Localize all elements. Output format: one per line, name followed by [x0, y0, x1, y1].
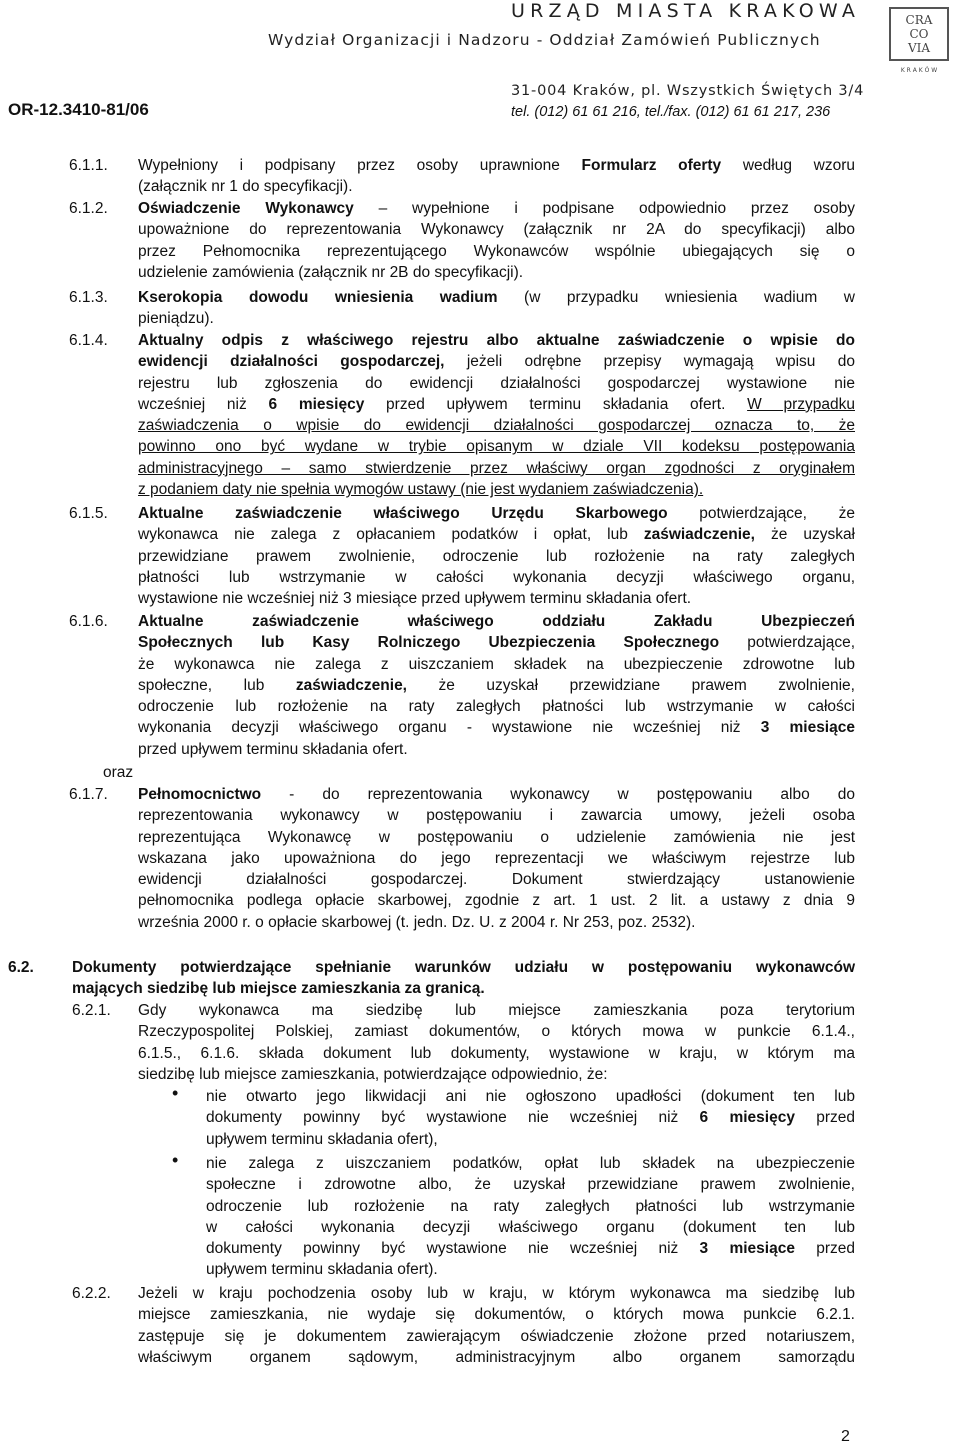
office-address: 31-004 Kraków, pl. Wszystkich Świętych 3/4	[511, 83, 865, 99]
item-text-6-1-3: Kserokopia dowodu wniesienia wadium (w przypadku wniesienia wadium w pieniądzu).	[138, 289, 855, 328]
item-text-6-2-1: Gdy wykonawca ma siedzibę lub miejsce zamieszkania poza terytorium Rzeczypospolitej Polskiej, zamiast dokumentów, o których mowa w punkcie 6.1.4., 6.1.5., 6.1.6. składa dokument lub dokumenty, wystawione w kraju, w którym ma siedzibę lub miejsce zamieszkania, potwierdzające odpowiednio, że:	[138, 1002, 855, 1083]
office-name: URZĄD MIASTA KRAKOWA	[511, 0, 861, 22]
bullet-icon: •	[172, 1083, 179, 1103]
item-number-6-1-1: 6.1.1.	[69, 157, 108, 174]
item-number-6-1-5: 6.1.5.	[69, 505, 108, 522]
bullet-icon: •	[172, 1150, 179, 1170]
logo-caption: K R A K Ó W	[900, 67, 938, 74]
section-title-6-2: Dokumenty potwierdzające spełnianie warunków udziału w postępowaniu wykonawców mających siedzibę lub miejsce zamieszkania za granicą.	[72, 959, 855, 998]
cracovia-logo	[888, 6, 950, 74]
item-number-6-1-6: 6.1.6.	[69, 613, 108, 630]
logo-line-3: VIA	[907, 41, 931, 55]
item-text-6-1-2: Oświadczenie Wykonawcy – wypełnione i podpisane odpowiednio przez osoby upoważnione do reprezentowania Wykonawcy (załącznik nr 2A do specyfikacji) albo przez Pełnomocnika reprezentującego Wykonawców wspólnie ubiegających się o udzielenie zamówienia (załącznik nr 2B do specyfikacji).	[138, 200, 855, 281]
item-text-6-1-1: Wypełniony i podpisany przez osoby uprawnione Formularz oferty według wzoru (załącznik nr 1 do specyfikacji).	[138, 157, 855, 196]
item-number-6-1-4: 6.1.4.	[69, 332, 108, 349]
item-number-6-1-7: 6.1.7.	[69, 786, 108, 803]
section-number-6-2: 6.2.	[8, 959, 34, 976]
item-number-6-2-1: 6.2.1.	[72, 1002, 111, 1019]
logo-line-1: CRA	[905, 13, 933, 27]
item-text-6-1-4: Aktualny odpis z właściwego rejestru albo aktualne zaświadczenie o wpisie do ewidencji działalności gospodarczej, jeżeli odrębne przepisy wymagają wpisu do rejestru lub zgłoszenia do ewidencji działalności gospodarczej wystawione nie wcześniej niż 6 miesięcy przed upływem terminu składania ofert. W przypadku zaświadczenia o wpisie do ewidencji działalności gospodarczej oznacza to, że powinno ono być wydane w trybie opisanym w dziale VII kodeksu postępowania administracyjnego – samo stwierdzenie przez właściwy organ zgodności z oryginałem z podaniem daty nie spełnia wymogów ustawy (nie jest wydaniem zaświadczenia).	[138, 332, 855, 499]
bullet-item-1: nie otwarto jego likwidacji ani nie ogłoszono upadłości (dokument ten lub dokumenty powinny być wystawione nie wcześniej niż 6 miesięcy przed upływem terminu składania ofert),	[206, 1088, 855, 1148]
logo-line-2: CO	[909, 27, 929, 41]
item-text-6-1-7: Pełnomocnictwo - do reprezentowania wykonawcy w postępowaniu albo do reprezentowania wykonawcy w postępowaniu i zawarcia umowy, jeżeli osoba reprezentująca Wykonawcę w postępowaniu o udzielenie zamówienia nie jest wskazana jako upoważniona do jego reprezentacji we właściwym rejestrze lub ewidencji działalności gospodarczej. Dokument stwierdzający ustanowienie pełnomocnika podlega opłacie skarbowej, zgodnie z art. 1 ust. 2 lit. a ustawy z dnia 9 września 2000 r. o opłacie skarbowej (t. jedn. Dz. U. z 2004 r. Nr 253, poz. 2532).	[138, 786, 855, 931]
item-text-6-1-5: Aktualne zaświadczenie właściwego Urzędu Skarbowego potwierdzające, że wykonawca nie zalega z opłacaniem podatków i opłat, lub zaświadczenie, że uzyskał przewidziane prawem zwolnienie, odroczenie lub rozłożenie na raty zaległych płatności lub wstrzymanie w całości wykonania decyzji właściwego organu, wystawione nie wcześniej niż 3 miesiące przed upływem terminu składania ofert.	[138, 505, 856, 608]
item-text-6-1-6: Aktualne zaświadczenie właściwego oddziału Zakładu Ubezpieczeń Społecznych lub Kasy Rolniczego Ubezpieczenia Społecznego potwierdzające, że wykonawca nie zalega z uiszczaniem składek na ubezpieczenie zdrowotne lub społeczne, lub zaświadczenie, że uzyskał przewidziane prawem zwolnienie, odroczenie lub rozłożenie na raty zaległych płatności lub wstrzymanie w całości wykonania decyzji właściwego organu - wystawione nie wcześniej niż 3 miesiące przed upływem terminu składania ofert.	[138, 613, 856, 758]
bullet-item-2: nie zalega z uiszczaniem podatków, opłat lub składek na ubezpieczenie społeczne i zdrowotne albo, że uzyskał przewidziane prawem zwolnienie, odroczenie lub rozłożenie na raty zaległych płatności lub wstrzymanie w całości wykonania decyzji właściwego organu (dokument ten lub dokumenty powinny być wystawione nie wcześniej niż 3 miesiące przed upływem terminu składania ofert).	[206, 1155, 855, 1279]
item-number-6-2-2: 6.2.2.	[72, 1285, 111, 1302]
office-phone: tel. (012) 61 61 216, tel./fax. (012) 61 61 217, 236	[511, 104, 831, 120]
department-name: Wydział Organizacji i Nadzoru - Oddział Zamówień Publicznych	[268, 31, 821, 49]
page-number: 2	[841, 1428, 850, 1445]
reference-number: OR-12.3410-81/06	[8, 100, 149, 119]
item-text-6-2-2: Jeżeli w kraju pochodzenia osoby lub w kraju, w którym wykonawca ma siedzibę lub miejsce zamieszkania, nie wydaje się dokumentów, o których mowa punkcie 6.2.1. zastępuje się je dokumentem zawierającym oświadczenie złożone przed notariuszem, właściwym organem sądowym, administracyjnym albo organem samorządu	[138, 1285, 855, 1366]
item-number-6-1-3: 6.1.3.	[69, 289, 108, 306]
item-number-6-1-2: 6.1.2.	[69, 200, 108, 217]
oraz-conjunction: oraz	[103, 764, 134, 781]
